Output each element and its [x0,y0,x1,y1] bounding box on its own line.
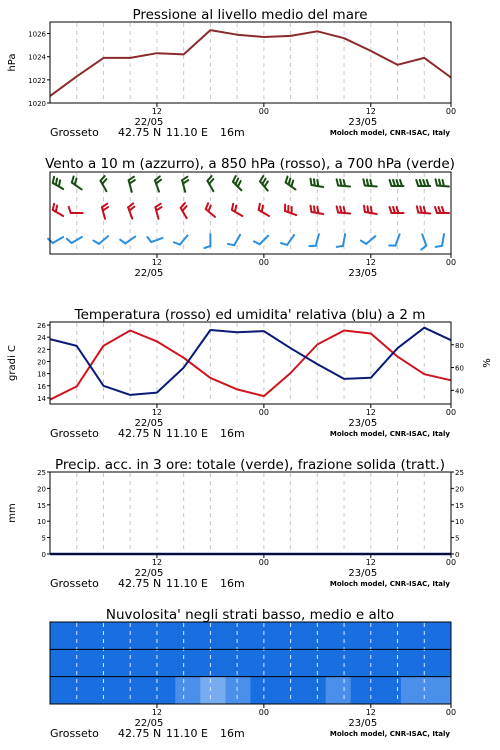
temperature-y-tick-label: 14 [37,394,46,403]
cloud-cell [225,622,251,649]
cloud-cell [276,649,302,676]
wind-barb-700 [100,176,106,191]
cloud-cell [125,622,151,649]
cloud-cell [50,649,76,676]
cloud-cell [150,622,176,649]
temperature-y-label: gradi C [7,345,18,381]
wind-barb-10m [389,234,399,245]
temperature-x-tick-label: 00 [258,408,269,417]
wind-barb-10m [174,235,188,244]
wind-barb-10m [309,234,318,246]
wind-barb-700 [390,180,404,186]
pressure-x-tick-label: 00 [445,107,457,116]
clouds-x-tick-label: 00 [258,708,269,717]
cloud-cell [401,677,427,704]
clouds-date-label: 22/05 [134,718,164,729]
wind-barb-10m [228,235,240,245]
model-credit: Moloch model, CNR-ISAC, Italy [329,580,450,588]
cloud-cell [276,677,302,704]
wind-barb-10m [147,237,162,242]
precip-y-tick-label: 5 [41,534,46,543]
clouds-x-tick-label: 12 [365,708,376,717]
cloud-cell [150,677,176,704]
cloud-cell [401,649,427,676]
precip-y-tick-label: 0 [455,551,460,559]
cloud-cell [75,622,101,649]
wind-barb-700 [155,176,161,191]
wind-title: Vento a 10 m (azzurro), a 850 hPa (rosso), a 700 hPa (verde) [45,156,455,172]
precip-y-label: mm [7,503,18,523]
wind-barb-850 [417,206,430,213]
location-elev: 16m [220,427,245,440]
humidity-line [50,328,451,395]
precip-y-tick-label: 25 [455,469,464,477]
cloud-cell [75,677,101,704]
wind-barb-10m [67,237,82,243]
cloud-cell [426,677,452,704]
precip-date-label: 23/05 [348,568,378,579]
temperature-y-tick-label: 24 [37,334,46,343]
temperature-y-tick-label: 26 [37,322,46,331]
temperature-y-tick-label: 40 [455,387,464,396]
cloud-cell [200,677,226,704]
pressure-line [50,30,451,96]
temperature-line [50,331,451,400]
cloud-cell [175,677,201,704]
precip-date-label: 22/05 [134,568,164,579]
cloud-cell [50,622,76,649]
precip-y-tick-label: 20 [455,485,464,494]
wind-barb-850 [53,204,63,216]
wind-date-label: 23/05 [348,268,378,279]
precip-y-tick-label: 5 [455,534,460,543]
wind-barb-850 [128,203,134,218]
wind-barb-700 [182,177,188,192]
temperature-title: Temperatura (rosso) ed umidita' relativa (blu) a 2 m [74,307,426,323]
location-lon: 11.10 E [166,577,208,590]
pressure-plot-frame [50,22,451,103]
location-lat: 42.75 N [118,427,162,440]
wind-barb-700 [207,176,213,191]
model-credit: Moloch model, CNR-ISAC, Italy [329,430,450,438]
precip-x-tick-label: 00 [445,558,457,567]
clouds-title: Nuvolosita' negli strati basso, medio e alto [105,607,395,623]
temperature-y-tick-label: 22 [37,346,46,355]
wind-x-tick-label: 00 [445,258,457,267]
cloud-cell [401,622,427,649]
wind-barb-850 [337,206,350,213]
temperature-y-tick-label: 18 [37,370,46,379]
wind-barb-850 [364,206,377,214]
temperature-x-tick-label: 00 [445,408,457,417]
pressure-x-tick-label: 12 [151,107,163,116]
precip-y-tick-label: 0 [41,551,46,559]
wind-barb-850 [390,207,404,213]
cloud-cell [125,649,151,676]
cloud-cell [426,622,452,649]
wind-x-tick-label: 00 [258,258,269,267]
wind-barb-10m [93,236,108,244]
wind-barb-850 [155,204,161,219]
temperature-y-tick-label: 16 [37,382,46,391]
precip-y-tick-label: 15 [455,501,464,510]
pressure-x-tick-label: 12 [365,107,376,116]
precip-y-tick-label: 25 [37,469,46,477]
humidity-y-label: % [482,358,493,368]
clouds-x-tick-label: 00 [445,708,457,717]
cloud-cell [125,677,151,704]
model-credit: Moloch model, CNR-ISAC, Italy [329,129,450,137]
pressure-y-tick-label: 1026 [28,30,46,39]
wind-barb-700 [337,179,350,186]
wind-barb-10m [361,236,376,244]
precip-y-tick-label: 15 [37,501,46,510]
cloud-cell [75,649,101,676]
precip-title: Precip. acc. in 3 ore: totale (verde), frazione solida (tratt.) [55,457,445,473]
location-name: Grosseto [50,427,99,440]
cloud-cell [351,622,377,649]
location-elev: 16m [220,727,245,740]
temperature-x-tick-label: 12 [151,408,163,417]
clouds-x-tick-label: 12 [151,708,163,717]
pressure-y-tick-label: 1024 [28,53,46,62]
location-lat: 42.75 N [118,577,162,590]
wind-barb-10m [436,234,444,247]
temperature-date-label: 23/05 [348,418,378,429]
wind-barb-10m [337,234,345,247]
cloud-cell [200,622,226,649]
precip-x-tick-label: 12 [365,558,376,567]
pressure-title: Pressione al livello medio del mare [132,7,368,23]
wind-barb-700 [53,177,63,189]
temperature-y-tick-label: 20 [37,358,46,367]
cloud-cell [326,649,352,676]
pressure-y-label: hPa [7,53,18,72]
wind-barb-700 [436,179,449,186]
precip-plot-frame [50,472,451,554]
wind-x-tick-label: 12 [365,258,376,267]
cloud-cell [175,649,201,676]
cloud-cell [351,649,377,676]
temperature-x-tick-label: 12 [365,408,376,417]
cloud-cell [326,622,352,649]
cloud-cell [351,677,377,704]
wind-barb-700 [363,179,376,186]
pressure-x-tick-label: 00 [258,107,269,116]
cloud-cell [225,649,251,676]
cloud-cell [200,649,226,676]
wind-barb-850 [435,207,449,213]
cloud-cell [251,677,277,704]
wind-barb-700 [416,180,430,186]
precip-x-tick-label: 12 [151,558,163,567]
cloud-cell [251,622,277,649]
precip-y-tick-label: 10 [455,518,464,527]
cloud-cell [426,649,452,676]
location-name: Grosseto [50,126,99,139]
location-lon: 11.10 E [166,126,208,139]
clouds-date-label: 23/05 [348,718,378,729]
pressure-date-label: 23/05 [348,117,378,128]
location-lon: 11.10 E [166,427,208,440]
wind-barb-850 [310,206,323,214]
precip-y-tick-label: 20 [37,485,46,494]
wind-barb-10m [421,234,426,249]
wind-barb-850 [102,204,108,219]
wind-barb-10m [120,237,135,244]
wind-barb-700 [310,179,323,187]
location-lon: 11.10 E [166,727,208,740]
cloud-cell [225,677,251,704]
cloud-cell [326,677,352,704]
wind-x-tick-label: 12 [151,258,163,267]
cloud-cell [276,622,302,649]
cloud-cell [301,649,327,676]
cloud-cell [50,677,76,704]
location-lat: 42.75 N [118,126,162,139]
cloud-cell [301,622,327,649]
pressure-date-label: 22/05 [134,117,164,128]
temperature-y-tick-label: 80 [455,341,464,350]
temperature-y-tick-label: 60 [455,364,464,373]
location-elev: 16m [220,577,245,590]
wind-barb-850 [69,207,83,213]
temperature-plot-frame [50,322,451,404]
model-credit: Moloch model, CNR-ISAC, Italy [329,730,450,738]
location-elev: 16m [220,126,245,139]
pressure-y-tick-label: 1022 [28,76,46,85]
pressure-y-tick-label: 1020 [28,100,46,108]
cloud-cell [175,622,201,649]
temperature-date-label: 22/05 [134,418,164,429]
wind-date-label: 22/05 [134,268,164,279]
cloud-cell [251,649,277,676]
cloud-cell [150,649,176,676]
location-lat: 42.75 N [118,727,162,740]
wind-barb-700 [129,177,135,192]
wind-barb-10m [254,236,268,244]
cloud-cell [301,677,327,704]
wind-barb-10m [204,234,210,248]
wind-barb-10m [281,235,294,245]
precip-x-tick-label: 00 [258,558,269,567]
location-name: Grosseto [50,727,99,740]
location-name: Grosseto [50,577,99,590]
precip-y-tick-label: 10 [37,518,46,527]
